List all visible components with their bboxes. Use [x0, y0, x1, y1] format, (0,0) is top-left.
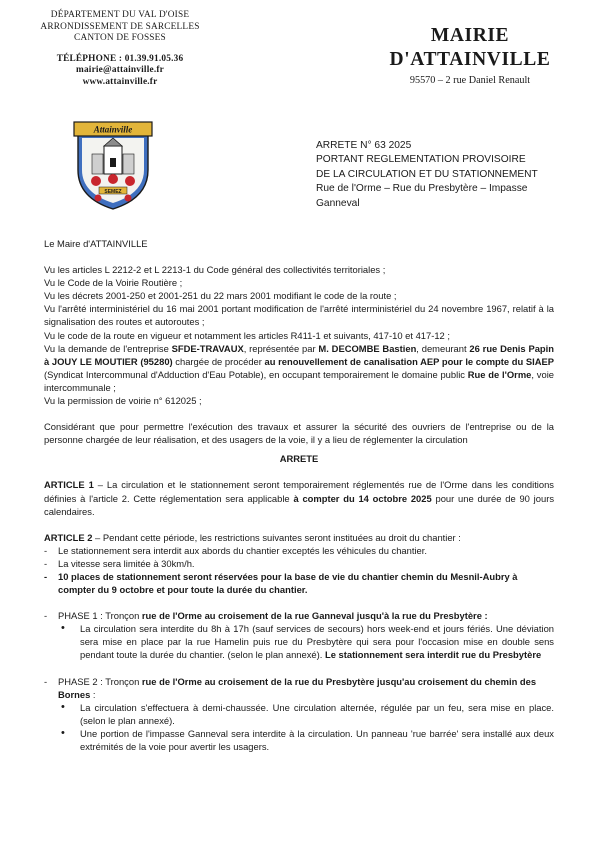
arrete-title-line2: DE LA CIRCULATION ET DU STATIONNEMENT — [316, 168, 538, 180]
maire-line: Le Maire d'ATTAINVILLE — [44, 238, 148, 249]
list-item: • Une portion de l'impasse Ganneval sera interdite à la circulation. Un panneau 'rue barrée' sera installé aux deux extrémités de la voie pour avertir les usagers. — [80, 727, 554, 753]
article-1: ARTICLE 1 – La circulation et le stationnement seront temporairement réglementés rue de l'Orme dans les conditions définies à l'article 2. Cette réglementation sera applicable à compter du 14 octobre 2025 pour une durée de 90 jours calendaires. — [44, 479, 555, 517]
crest-motto: SEMEZ — [104, 188, 122, 195]
phase-2-details — [44, 701, 554, 753]
arrete-heading: ARRETE — [279, 453, 319, 465]
phase-2-heading: - PHASE 2 : Tronçon rue de l'Orme au croisement de la rue du Presbytère jusqu'au croisement du chemin des Bornes : — [44, 675, 554, 701]
town-crest-icon — [72, 118, 154, 212]
arrete-title-block — [316, 139, 588, 211]
article-2-restrictions — [44, 544, 554, 596]
crest-banner-text: Attainville — [93, 124, 133, 135]
email-line: mairie@attainville.fr — [76, 65, 164, 75]
list-item: • La circulation sera interdite du 8h à 17h (sauf services de secours) hors week-end et jours fériés. Une déviation sera mise en place par la rue Hamelin puis rue du Presbytère qui sera pour l'occasion mise en double sens pendant toute la durée du chantier. (selon le plan annexé). Le stationnement sera interdit rue du Presbytère — [80, 622, 554, 661]
list-item: - La vitesse sera limitée à 30km/h. — [44, 557, 554, 570]
vu-line: Vu la permission de voirie n° 612025 ; — [44, 395, 202, 407]
vu-line: Vu l'arrêté interministériel du 16 mai 2001 portant modification de l'arrêté interministériel du 24 novembre 1967, relatif à la signalisation des routes et autoroutes ; — [44, 303, 554, 328]
phase-1-details — [44, 622, 554, 661]
arrondissement-line: ARRONDISSEMENT DE SARCELLES — [40, 21, 200, 32]
phase-1-heading: - PHASE 1 : Tronçon rue de l'Orme au croisement de la rue Ganneval jusqu'à la rue du Presbytère : — [44, 609, 554, 622]
arrete-streets-line1: Rue de l'Orme – Rue du Presbytère – Impasse — [316, 183, 528, 195]
vu-line: Vu le code de la route en vigueur et notamment les articles R411-1 et suivants, 417-10 et 417-12 ; — [44, 329, 450, 341]
arrete-streets-line2: Ganneval — [316, 197, 360, 209]
article-2: ARTICLE 2 – Pendant cette période, les restrictions suivantes seront instituées au droit du chantier : — [44, 531, 461, 543]
mairie-title-line2: D'ATTAINVILLE — [389, 49, 551, 70]
vu-line: Vu les articles L 2212-2 et L 2213-1 du Code général des collectivités territoriales ; — [44, 264, 386, 276]
canton-line: CANTON DE FOSSES — [74, 33, 166, 43]
telephone-line: TÉLÉPHONE : 01.39.91.05.36 — [56, 53, 184, 64]
list-item: - 10 places de stationnement seront réservées pour la base de vie du chantier chemin du Mesnil-Aubry à compter du 9 octobre et pour toute la durée du chantier. — [44, 570, 554, 596]
considerant-paragraph: Considérant que pour permettre l'exécution des travaux et assurer la sécurité des ouvriers de l'entreprise ou de la personne chargée de leur réalisation, et des usagers de la voie, il y a lieu de réglementer la circulation — [44, 421, 554, 446]
arrete-body — [44, 237, 554, 753]
department-line: DÉPARTEMENT DU VAL D'OISE — [50, 10, 190, 20]
mairie-header — [360, 24, 580, 87]
vu-demande-paragraph: Vu la demande de l'entreprise SFDE-TRAVAUX, représentée par M. DECOMBE Bastien, demeurant 26 rue Denis Papin à JOUY LE MOUTIER (95280) chargée de procéder au renouvellement de canalisation AEP pour le compte du SIAEP (Syndicat Intercommunal d'Adduction d'Eau Potable), en occupant temporairement le domaine public Rue de l'Orme, voie intercommunale ; — [44, 342, 554, 393]
vu-line: Vu les décrets 2001-250 et 2001-251 du 22 mars 2001 modifiant le code de la route ; — [44, 290, 397, 302]
arrete-number: ARRETE N° 63 2025 — [316, 140, 412, 151]
website-line: www.attainville.fr — [82, 76, 158, 87]
list-item: • La circulation s'effectuera à demi-chaussée. Une circulation alternée, régulée par un feu, sera mise en place. (selon le plan annexé). — [80, 701, 554, 727]
list-item: - Le stationnement sera interdit aux abords du chantier exceptés les véhicules du chantier. — [44, 544, 554, 557]
mairie-address: 95570 – 2 rue Daniel Renault — [409, 75, 531, 86]
administrative-header — [30, 10, 210, 88]
arrete-title-line1: PORTANT REGLEMENTATION PROVISOIRE — [316, 154, 526, 166]
mairie-title-line1: MAIRIE — [430, 25, 510, 46]
vu-line: Vu le Code de la Voirie Routière ; — [44, 277, 183, 289]
